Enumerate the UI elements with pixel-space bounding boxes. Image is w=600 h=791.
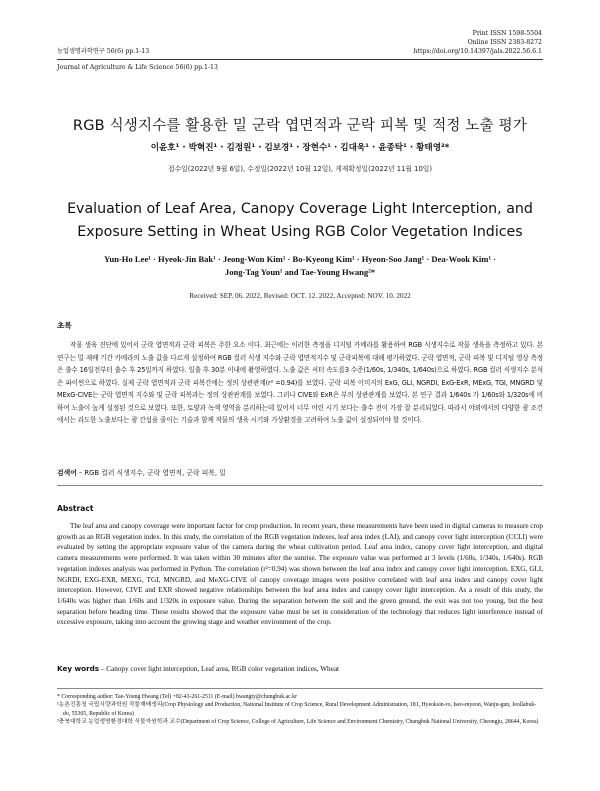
footnote-corresponding: * Corresponding author: Tae-Young Hwang (Tel) +82-43-261-2511 (E-mail) hwangty@chungbuk.ac.kr: [57, 694, 297, 700]
footnote-rule: [57, 688, 543, 689]
header-rule: [57, 59, 543, 60]
footnote-affiliation-2: ²충북대학교 농업생명환경대학 식물자원학과 교수(Department of Crop Science, College of Agriculture, Life Science and Environment Chemistry, Chungbuk National University, Cheongju, 28644, Korea): [57, 719, 539, 726]
journal-name-korean: 농업생명과학연구 56(6) pp.1-13: [57, 48, 150, 55]
korean-title: RGB 식생지수를 활용한 밀 군락 엽면적과 군락 피복 및 적정 노출 평가: [72, 118, 528, 134]
english-title-line1: Evaluation of Leaf Area, Canopy Coverage Light Interception, and: [67, 201, 533, 217]
korean-abstract-heading: 초록: [57, 321, 72, 330]
korean-keywords-list: – RGB 컬러 식생지수, 군락 엽면적, 군락 피복, 밀: [78, 469, 226, 477]
english-authors-line1: Yun-Ho Lee¹ · Hyeok-Jin Bak¹ · Jeong-Won Kim¹ · Bo-Kyeong Kim¹ · Hyeon-Soo Jang¹ · Dea-Wook Kim¹ ·: [103, 254, 497, 264]
english-abstract-heading: Abstract: [57, 504, 94, 513]
korean-abstract-text: 작물 생육 진단에 있어서 군락 엽면적과 군락 피복은 주한 요소 이다. 최근에는 이러한 측정을 디지털 카메라를 활용하여 RGB 식생지수로 작물 생육을 측정하고 있다. 본 연구는 밀 재배 기간 카메라의 노출 값을 다르게 설정하여 RGB 컬러 식생 지수와 군락 엽면적지수 및 군락피복에 대해 평가하였다. 군락 엽면적, 군락 피복 및 디지털 영상 측정은 출수 16일전부터 출수 후 25일까지 하였다. 일출 후 30분 이내에 촬영하였다. 노출 값은 셔터 속도를3 수준(1/60s, 1/340s, 1/640s)으로 하였다. RGB 컬러 식생지수 분석은 파이썬으로 하였다. 실제 군락 엽면적과 군락 피복간에는 정의 상관관계(r² =0.94)를 보였다. 군락 피복 이미지의 ExG, GLI, NGRDI, ExG-ExR, MExG, TGI, MNGRD 및 MExG-CIVE는 군락 엽면적 지수와 및 군락 피복과는 정의 상관관계를 보였다. 그러나 CIVE와 ExR은 부의 상관관계를 보였다. 본 연구 결과 1/640s 가 1/60s와 1/320s에 비하여 노출이 높게 설정된 것으로 보였다. 또한, 토양과 녹색 영역을 분리하는데 있어서 너무 어린 시기 보다는 출수 전이 가장 잘 분리되었다. 따라서 야외에서의 다양한 광 조건에서는 과도한 노출보다는 광 간섭을 줄이는 기술과 함께 작물의 생육 시기와 가상환경을 고려하여 노출 값이 설정되어야 할 것이다.: [57, 341, 543, 425]
english-dates: Received: SEP. 06. 2022, Revised: OCT. 12. 2022, Accepted: NOV. 10. 2022: [189, 292, 411, 300]
online-issn: Online ISSN 2383-8272: [467, 39, 542, 46]
korean-dates: 접수일(2022년 9월 6일), 수정일(2022년 10월 12일), 게재확정일(2022년 11월 10일): [168, 165, 432, 173]
english-keywords-list: – Canopy cover light interception, Leaf area, RGB color vegetation indices, Wheat: [100, 665, 340, 673]
print-issn: Print ISSN 1598-5504: [472, 30, 542, 37]
korean-authors: 이윤호¹ · 박혁진¹ · 김정원¹ · 김보경¹ · 장현수¹ · 김대욱¹ · 윤종탁¹ · 황태영²*: [150, 143, 450, 153]
english-keywords: [57, 664, 543, 673]
korean-keywords: [57, 467, 543, 477]
journal-name-english: Journal of Agriculture & Life Science 56(6) pp.1-13: [57, 64, 218, 71]
footnote-affiliation-1: ¹농촌진흥청 국립식량과학원 작물재배생리(Crop Physiology and Production, National Institute of Crop Science, Rural Development Administration, 181, Hyeoksin-ro, Iseo-myeon, Wanju-gun, Jeollabuk-do, 55365, Republic of Korea): [57, 702, 537, 717]
doi-link[interactable]: https://doi.org/10.14397/jals.2022.56.6.1: [413, 47, 542, 55]
footnotes: [57, 693, 543, 727]
english-keywords-label: Key words: [57, 664, 100, 673]
english-authors-line2: Jong-Tag Youn¹ and Tae-Young Hwang²*: [224, 267, 376, 277]
korean-keywords-label: 검색어: [57, 469, 77, 477]
english-abstract-text: The leaf area and canopy coverage were important factor for crop production. In recent years, these measurements have been used in digital cameras to measure crop growth as an RGB vegetation index. In this study, the correlation of the RGB vegetation indexes, leaf area index (LAI), and canopy cover light interception (CCLI) were evaluated by setting the appropriate exposure value of the camera during the wheat cultivation period. Leaf area index, canopy cover light interception, and digital camera measurements were performed. It was taken within 30 minutes after the sunrise. The exposure value was performed at 3 levels (1/60s, 1/340s, 1/640s). RGB vegetation indexes analysis was performed in Python. The correlation (r²=0.94) was shown between the leaf area index and canopy cover light interception. EXG, GLI, NGRDI, EXG-EXR, MEXG, TGI, MNGRD, and MeXG-CIVE of canopy coverage images were positive correlated with leaf area index and canopy cover light interception. However, CIVE and EXR showed negative relationships between the leaf area index and canopy cover light interception. As a result of this study, the 1/640s was higher than 1/60s and 1/320s in exposure value. During the separation between the soil and the green ground, the exit was not too young, but the best separation before heading time. These results showed that the exposure value must be set in consideration of the technology that reduces light interference instead of excessive exposure, taking into account the growing stage and weather environment of the crop.: [57, 522, 543, 627]
section-divider: [57, 485, 543, 486]
english-title-line2: Exposure Setting in Wheat Using RGB Color Vegetation Indices: [77, 224, 523, 240]
